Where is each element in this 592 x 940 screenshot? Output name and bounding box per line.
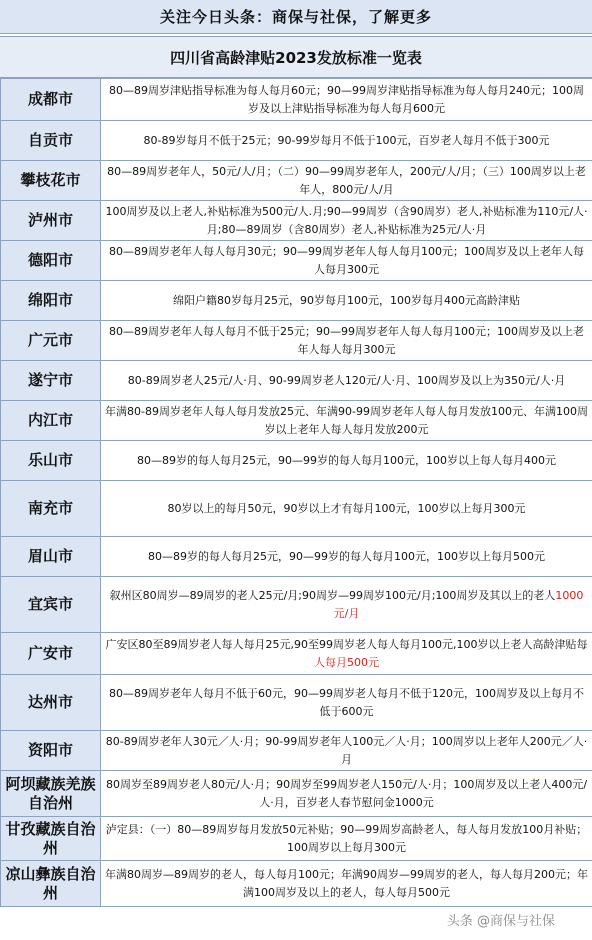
table-row (1, 577, 592, 633)
city-cell: 泸州市 (1, 201, 101, 241)
standard-text: 100周岁及以上老人,补贴标准为500元/人.月;90—99周岁（含90周岁）老人,补贴标准为110元/人·月;80—89周岁（含80周岁）老人,补贴标准为25元/人·月 (105, 204, 588, 236)
table-row (1, 861, 592, 907)
subsidy-table (0, 78, 592, 907)
table-row (1, 771, 592, 817)
city-cell: 达州市 (1, 675, 101, 731)
table-row (1, 321, 592, 361)
table-row (1, 281, 592, 321)
standard-text: 80-89周岁老年人30元／人·月；90-99周岁老年人100元／人·月；100周岁以上老年人200元／人·月 (105, 734, 588, 766)
table-row (1, 161, 592, 201)
table-row (1, 241, 592, 281)
standard-cell (101, 201, 592, 241)
promo-banner: 关注今日头条：商保与社保，了解更多 (0, 0, 592, 34)
standard-cell (101, 121, 592, 161)
standard-text: 80-89岁每月不低于25元；90-99岁每月不低于100元，百岁老人每月不低于300元 (143, 133, 550, 147)
watermark: 头条 @商保与社保 (444, 910, 558, 929)
table-row (1, 441, 592, 481)
city-cell: 阿坝藏族羌族自治州 (1, 771, 101, 817)
standard-cell (101, 441, 592, 481)
standard-text: 年满80-89周岁老年人每人每月发放25元、年满90-99周岁老年人每人每月发放100元、年满100周岁以上老年人每人每月发放200元 (105, 404, 588, 436)
standard-cell (101, 675, 592, 731)
standard-text: 80—89周岁老年人每人每月不低于25元；90—99周岁老年人每人每月100元；100周岁及以上老年人每人每月300元 (109, 324, 584, 356)
standard-text: 叙州区80周岁—89周岁的老人25元/月;90周岁—99周岁100元/月;100周岁及其以上的老人 (109, 588, 556, 602)
standard-text: 80—89岁的每人每月25元，90—99岁的每人每月100元，100岁以上每人每月400元 (137, 453, 556, 467)
city-cell: 广安市 (1, 633, 101, 675)
city-cell: 资阳市 (1, 731, 101, 771)
city-cell: 内江市 (1, 401, 101, 441)
standard-text: 年满80周岁—89周岁的老人，每人每月100元；年满90周岁—99周岁的老人，每人每月200元；年满100周岁及以上的老人，每人每月500元 (105, 867, 588, 899)
table-row (1, 121, 592, 161)
table-row (1, 817, 592, 861)
table-row (1, 79, 592, 121)
city-cell: 德阳市 (1, 241, 101, 281)
table-row (1, 481, 592, 537)
table-row (1, 537, 592, 577)
standard-text: 绵阳户籍80岁每月25元，90岁每月100元，100岁每月400元高龄津贴 (173, 293, 520, 307)
table-row (1, 675, 592, 731)
standard-cell (101, 817, 592, 861)
city-cell: 成都市 (1, 79, 101, 121)
highlighted-amount: 人每月500元 (314, 655, 379, 669)
standard-cell (101, 481, 592, 537)
standard-cell (101, 241, 592, 281)
standard-text: 80—89周岁老年人，50元/人/月；（二）90—99周岁老年人，200元/人/月；（三）100周岁以上老年人，800元/人/月 (107, 164, 586, 196)
city-cell: 遂宁市 (1, 361, 101, 401)
standard-cell (101, 281, 592, 321)
standard-cell (101, 361, 592, 401)
table-row (1, 361, 592, 401)
city-cell: 宜宾市 (1, 577, 101, 633)
standard-cell (101, 79, 592, 121)
standard-text: 80—89周岁老年人每人每月30元；90—99周岁老年人每人每月100元；100周岁及以上老年人每人每月300元 (109, 244, 584, 276)
standard-cell (101, 161, 592, 201)
standard-cell (101, 861, 592, 907)
standard-text: 80-89周岁老人25元/人·月、90-99周岁老人120元/人·月、100周岁及以上为350元/人·月 (127, 373, 566, 387)
standard-cell (101, 633, 592, 675)
table-title: 四川省高龄津贴2023发放标准一览表 (0, 36, 592, 78)
standard-text: 80—89周岁老年人每月不低于60元，90—99周岁老人每月不低于120元，100周岁及以上每月不低于600元 (109, 686, 584, 718)
table-row (1, 201, 592, 241)
city-cell: 甘孜藏族自治州 (1, 817, 101, 861)
table-row (1, 401, 592, 441)
highlighted-amount: 1000元/月 (333, 588, 584, 620)
city-cell: 自贡市 (1, 121, 101, 161)
table-row (1, 633, 592, 675)
city-cell: 眉山市 (1, 537, 101, 577)
standard-text: 80—89周岁津贴指导标准为每人每月60元；90—99周岁津贴指导标准为每人每月240元；100周岁及以上津贴指导标准为每人每月600元 (109, 83, 584, 115)
standard-text: 80岁以上的每月50元，90岁以上才有每月100元，100岁以上每月300元 (167, 501, 526, 515)
city-cell: 南充市 (1, 481, 101, 537)
table-row (1, 731, 592, 771)
standard-text: 泸定县：（一）80—89周岁每月发放50元补贴；90—99周岁高龄老人，每人每月发放100月补贴；100周岁以上每月300元 (105, 822, 588, 854)
standard-cell (101, 537, 592, 577)
standard-cell (101, 731, 592, 771)
standard-cell (101, 321, 592, 361)
standard-cell (101, 401, 592, 441)
standard-text: 广安区80至89周岁老人每人每月25元,90至99周岁老人每人每月100元,100岁以上老人高龄津贴每 (105, 637, 588, 651)
city-cell: 攀枝花市 (1, 161, 101, 201)
city-cell: 凉山彝族自治州 (1, 861, 101, 907)
standard-text: 80—89岁的每人每月25元，90—99岁的每人每月100元，100岁以上每月500元 (148, 549, 545, 563)
city-cell: 绵阳市 (1, 281, 101, 321)
standard-cell (101, 577, 592, 633)
city-cell: 广元市 (1, 321, 101, 361)
city-cell: 乐山市 (1, 441, 101, 481)
standard-cell (101, 771, 592, 817)
standard-text: 80周岁至89周岁老人80元/人·月；90周岁至99周岁老人150元/人·月；100周岁及以上老人400元/人·月，百岁老人春节慰问金1000元 (105, 777, 588, 809)
